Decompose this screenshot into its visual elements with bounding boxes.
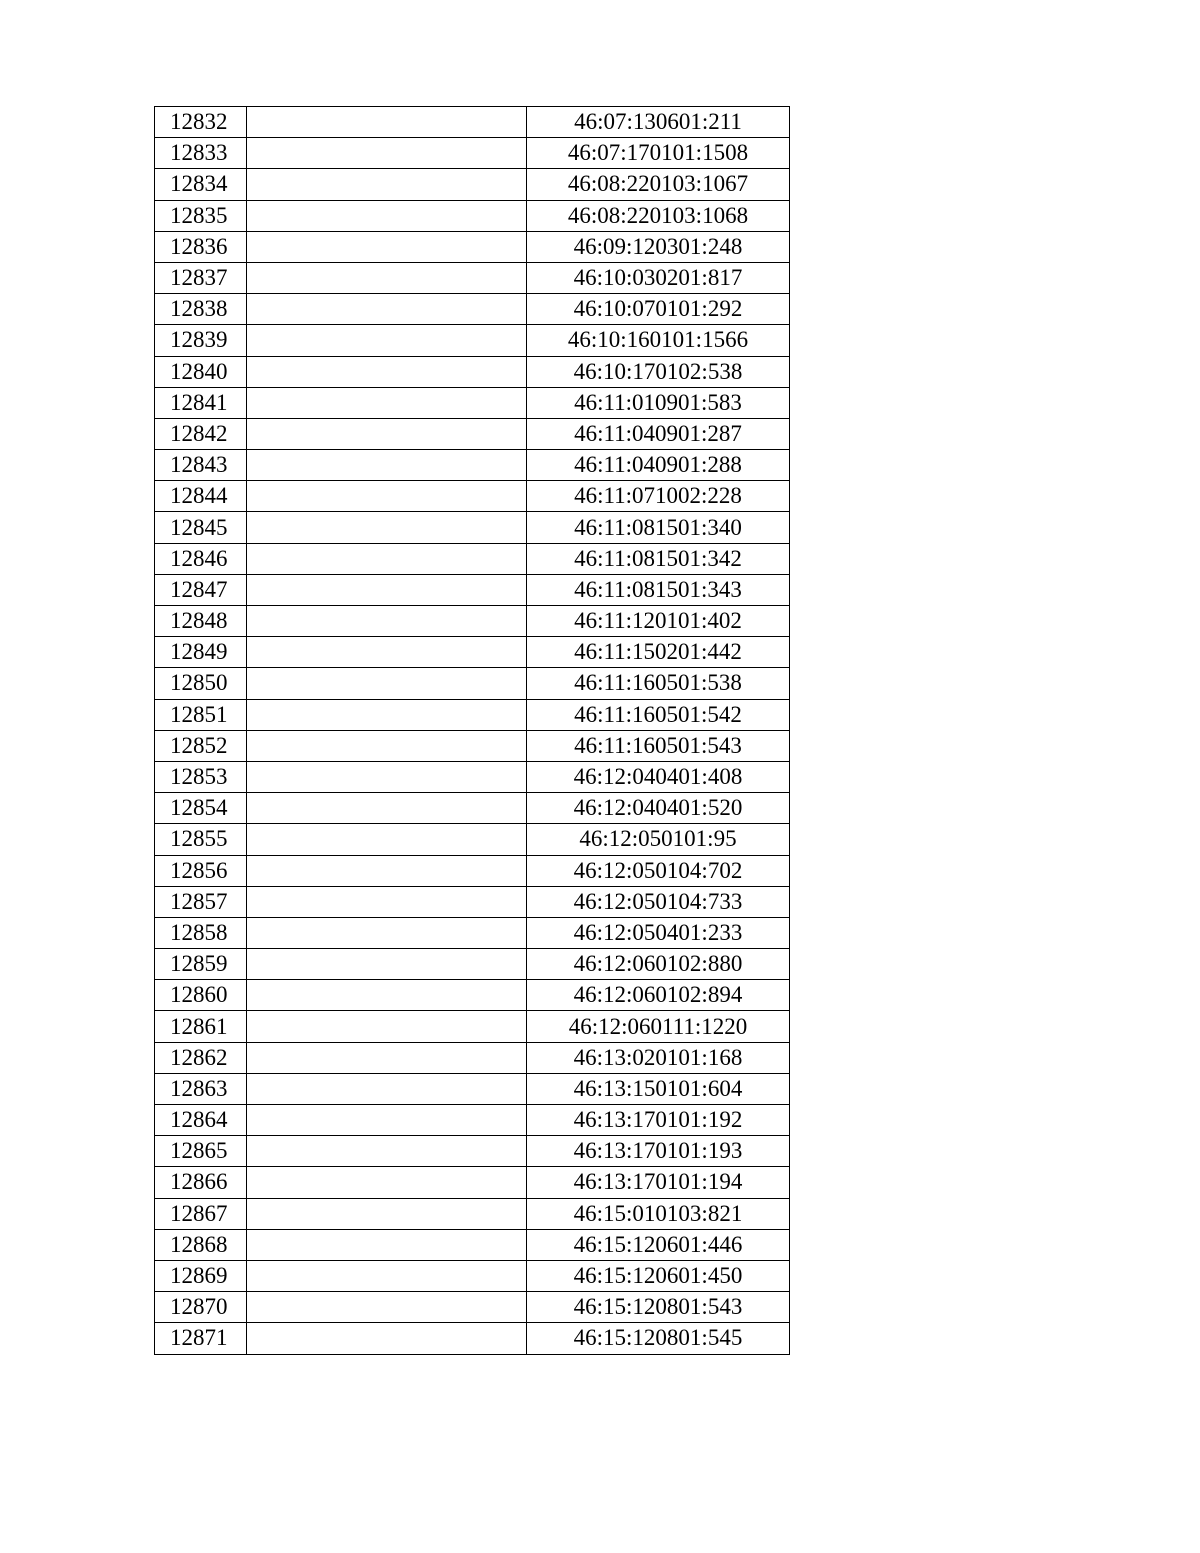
row-number-cell: 12870 bbox=[155, 1292, 247, 1323]
name-cell bbox=[247, 574, 527, 605]
cadastral-number-cell: 46:11:160501:538 bbox=[527, 668, 790, 699]
table-row bbox=[155, 418, 790, 449]
row-number-cell: 12853 bbox=[155, 761, 247, 792]
name-cell bbox=[247, 730, 527, 761]
table-body bbox=[155, 107, 790, 1355]
table-row bbox=[155, 450, 790, 481]
name-cell bbox=[247, 325, 527, 356]
name-cell bbox=[247, 1198, 527, 1229]
row-number-cell: 12842 bbox=[155, 418, 247, 449]
table-row bbox=[155, 1167, 790, 1198]
name-cell bbox=[247, 668, 527, 699]
cadastral-number-cell: 46:11:071002:228 bbox=[527, 481, 790, 512]
row-number-cell: 12840 bbox=[155, 356, 247, 387]
row-number-cell: 12871 bbox=[155, 1323, 247, 1354]
name-cell bbox=[247, 169, 527, 200]
table-row bbox=[155, 1198, 790, 1229]
cadastral-number-cell: 46:10:030201:817 bbox=[527, 262, 790, 293]
name-cell bbox=[247, 1073, 527, 1104]
table-row bbox=[155, 917, 790, 948]
cadastral-number-cell: 46:15:120801:545 bbox=[527, 1323, 790, 1354]
name-cell bbox=[247, 1323, 527, 1354]
table-row bbox=[155, 294, 790, 325]
row-number-cell: 12854 bbox=[155, 793, 247, 824]
row-number-cell: 12865 bbox=[155, 1136, 247, 1167]
row-number-cell: 12841 bbox=[155, 387, 247, 418]
table-row bbox=[155, 231, 790, 262]
table-row bbox=[155, 949, 790, 980]
cadastral-number-cell: 46:13:170101:192 bbox=[527, 1105, 790, 1136]
cadastral-number-cell: 46:07:130601:211 bbox=[527, 107, 790, 138]
table-row bbox=[155, 200, 790, 231]
row-number-cell: 12849 bbox=[155, 637, 247, 668]
name-cell bbox=[247, 387, 527, 418]
table-row bbox=[155, 1229, 790, 1260]
table-row bbox=[155, 574, 790, 605]
row-number-cell: 12832 bbox=[155, 107, 247, 138]
row-number-cell: 12859 bbox=[155, 949, 247, 980]
table-row bbox=[155, 793, 790, 824]
name-cell bbox=[247, 1260, 527, 1291]
cadastral-number-cell: 46:11:010901:583 bbox=[527, 387, 790, 418]
cadastral-number-cell: 46:12:050104:702 bbox=[527, 855, 790, 886]
row-number-cell: 12864 bbox=[155, 1105, 247, 1136]
table-row bbox=[155, 356, 790, 387]
table-row bbox=[155, 886, 790, 917]
cadastral-number-cell: 46:08:220103:1067 bbox=[527, 169, 790, 200]
cadastral-number-cell: 46:11:040901:288 bbox=[527, 450, 790, 481]
table-row bbox=[155, 1105, 790, 1136]
cadastral-number-cell: 46:11:081501:342 bbox=[527, 543, 790, 574]
name-cell bbox=[247, 294, 527, 325]
row-number-cell: 12848 bbox=[155, 606, 247, 637]
name-cell bbox=[247, 262, 527, 293]
name-cell bbox=[247, 138, 527, 169]
cadastral-number-cell: 46:11:160501:542 bbox=[527, 699, 790, 730]
cadastral-number-cell: 46:13:150101:604 bbox=[527, 1073, 790, 1104]
cadastral-number-cell: 46:12:040401:520 bbox=[527, 793, 790, 824]
cadastral-number-cell: 46:12:050104:733 bbox=[527, 886, 790, 917]
cadastral-number-cell: 46:13:020101:168 bbox=[527, 1042, 790, 1073]
name-cell bbox=[247, 886, 527, 917]
name-cell bbox=[247, 1011, 527, 1042]
table-row bbox=[155, 262, 790, 293]
row-number-cell: 12857 bbox=[155, 886, 247, 917]
cadastral-number-cell: 46:15:120601:450 bbox=[527, 1260, 790, 1291]
name-cell bbox=[247, 450, 527, 481]
row-number-cell: 12835 bbox=[155, 200, 247, 231]
name-cell bbox=[247, 824, 527, 855]
name-cell bbox=[247, 356, 527, 387]
row-number-cell: 12858 bbox=[155, 917, 247, 948]
row-number-cell: 12862 bbox=[155, 1042, 247, 1073]
name-cell bbox=[247, 606, 527, 637]
name-cell bbox=[247, 543, 527, 574]
table-row bbox=[155, 169, 790, 200]
cadastral-number-cell: 46:09:120301:248 bbox=[527, 231, 790, 262]
table-row bbox=[155, 699, 790, 730]
row-number-cell: 12851 bbox=[155, 699, 247, 730]
cadastral-number-cell: 46:13:170101:193 bbox=[527, 1136, 790, 1167]
name-cell bbox=[247, 1229, 527, 1260]
table-row bbox=[155, 824, 790, 855]
name-cell bbox=[247, 1042, 527, 1073]
row-number-cell: 12863 bbox=[155, 1073, 247, 1104]
cadastral-number-cell: 46:12:050101:95 bbox=[527, 824, 790, 855]
table-row bbox=[155, 325, 790, 356]
name-cell bbox=[247, 949, 527, 980]
name-cell bbox=[247, 793, 527, 824]
row-number-cell: 12869 bbox=[155, 1260, 247, 1291]
table-row bbox=[155, 1011, 790, 1042]
row-number-cell: 12837 bbox=[155, 262, 247, 293]
row-number-cell: 12860 bbox=[155, 980, 247, 1011]
name-cell bbox=[247, 1292, 527, 1323]
cadastral-number-cell: 46:12:050401:233 bbox=[527, 917, 790, 948]
cadastral-number-cell: 46:12:060102:880 bbox=[527, 949, 790, 980]
cadastral-number-cell: 46:08:220103:1068 bbox=[527, 200, 790, 231]
cadastral-number-cell: 46:15:120801:543 bbox=[527, 1292, 790, 1323]
name-cell bbox=[247, 637, 527, 668]
row-number-cell: 12852 bbox=[155, 730, 247, 761]
row-number-cell: 12867 bbox=[155, 1198, 247, 1229]
table-row bbox=[155, 855, 790, 886]
row-number-cell: 12836 bbox=[155, 231, 247, 262]
cadastral-number-cell: 46:12:060102:894 bbox=[527, 980, 790, 1011]
row-number-cell: 12838 bbox=[155, 294, 247, 325]
row-number-cell: 12839 bbox=[155, 325, 247, 356]
cadastral-number-cell: 46:10:170102:538 bbox=[527, 356, 790, 387]
table-row bbox=[155, 980, 790, 1011]
row-number-cell: 12833 bbox=[155, 138, 247, 169]
row-number-cell: 12868 bbox=[155, 1229, 247, 1260]
table-row bbox=[155, 512, 790, 543]
cadastral-number-cell: 46:07:170101:1508 bbox=[527, 138, 790, 169]
table-row bbox=[155, 1292, 790, 1323]
name-cell bbox=[247, 512, 527, 543]
table-row bbox=[155, 1136, 790, 1167]
row-number-cell: 12856 bbox=[155, 855, 247, 886]
row-number-cell: 12847 bbox=[155, 574, 247, 605]
cadastral-number-cell: 46:11:040901:287 bbox=[527, 418, 790, 449]
table-row bbox=[155, 637, 790, 668]
row-number-cell: 12855 bbox=[155, 824, 247, 855]
name-cell bbox=[247, 1167, 527, 1198]
table-row bbox=[155, 481, 790, 512]
name-cell bbox=[247, 231, 527, 262]
row-number-cell: 12834 bbox=[155, 169, 247, 200]
table-row bbox=[155, 1260, 790, 1291]
cadastral-number-cell: 46:11:081501:340 bbox=[527, 512, 790, 543]
table-row bbox=[155, 761, 790, 792]
cadastral-number-cell: 46:12:040401:408 bbox=[527, 761, 790, 792]
row-number-cell: 12845 bbox=[155, 512, 247, 543]
name-cell bbox=[247, 761, 527, 792]
table-row bbox=[155, 1323, 790, 1354]
cadastral-number-cell: 46:10:070101:292 bbox=[527, 294, 790, 325]
row-number-cell: 12866 bbox=[155, 1167, 247, 1198]
name-cell bbox=[247, 855, 527, 886]
table-row bbox=[155, 668, 790, 699]
cadastral-number-cell: 46:10:160101:1566 bbox=[527, 325, 790, 356]
cadastral-number-cell: 46:15:120601:446 bbox=[527, 1229, 790, 1260]
name-cell bbox=[247, 1136, 527, 1167]
cadastral-number-cell: 46:13:170101:194 bbox=[527, 1167, 790, 1198]
table-row bbox=[155, 1042, 790, 1073]
name-cell bbox=[247, 418, 527, 449]
table-row bbox=[155, 387, 790, 418]
table-row bbox=[155, 730, 790, 761]
name-cell bbox=[247, 980, 527, 1011]
cadastral-number-cell: 46:11:120101:402 bbox=[527, 606, 790, 637]
name-cell bbox=[247, 200, 527, 231]
name-cell bbox=[247, 1105, 527, 1136]
row-number-cell: 12844 bbox=[155, 481, 247, 512]
name-cell bbox=[247, 917, 527, 948]
table-row bbox=[155, 1073, 790, 1104]
name-cell bbox=[247, 699, 527, 730]
table-row bbox=[155, 107, 790, 138]
table-row bbox=[155, 543, 790, 574]
name-cell bbox=[247, 107, 527, 138]
row-number-cell: 12843 bbox=[155, 450, 247, 481]
table-row bbox=[155, 138, 790, 169]
cadastral-table bbox=[154, 106, 790, 1355]
cadastral-number-cell: 46:11:150201:442 bbox=[527, 637, 790, 668]
cadastral-number-cell: 46:12:060111:1220 bbox=[527, 1011, 790, 1042]
row-number-cell: 12861 bbox=[155, 1011, 247, 1042]
row-number-cell: 12850 bbox=[155, 668, 247, 699]
cadastral-number-cell: 46:11:081501:343 bbox=[527, 574, 790, 605]
row-number-cell: 12846 bbox=[155, 543, 247, 574]
cadastral-number-cell: 46:11:160501:543 bbox=[527, 730, 790, 761]
cadastral-number-cell: 46:15:010103:821 bbox=[527, 1198, 790, 1229]
name-cell bbox=[247, 481, 527, 512]
table-row bbox=[155, 606, 790, 637]
